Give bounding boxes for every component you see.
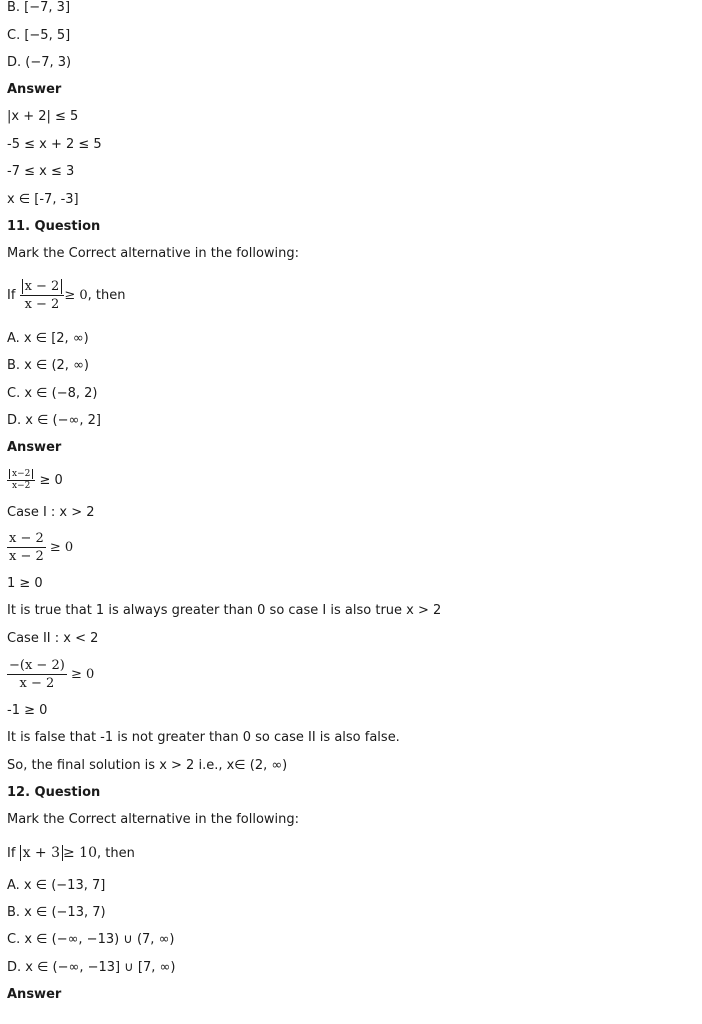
q10-step: -5 ≤ x + 2 ≤ 5 [7, 137, 102, 152]
q11-case1-text: It is true that 1 is always greater than 0 so case I is also true x > 2 [7, 603, 442, 618]
q11-solution-numerator: x−2 [9, 469, 33, 479]
q12-prompt: Mark the Correct alternative in the following: [7, 812, 300, 827]
q12-inequality: ≥ 10 [63, 845, 97, 861]
q12-absolute-expression: x + 3 [20, 845, 63, 861]
q11-option-a: A. x ∈ [2, ∞) [7, 331, 89, 346]
q10-option-c: C. [−5, 5] [7, 28, 71, 43]
q11-case1-numerator: x − 2 [9, 531, 44, 546]
q10-answer-label: Answer [7, 82, 62, 97]
q11-case2-fraction [7, 657, 67, 692]
q11-option-d: D. x ∈ (−∞, 2] [7, 413, 101, 428]
q11-option-b: B. x ∈ (2, ∞) [7, 358, 89, 373]
q11-case1-result: 1 ≥ 0 [7, 576, 43, 591]
q11-case2-denominator: x − 2 [19, 676, 55, 691]
q12-condition [7, 843, 135, 864]
q12-option-d: D. x ∈ (−∞, −13] ∪ [7, ∞) [7, 960, 176, 975]
q12-if-label: If [7, 846, 16, 861]
q11-condition [7, 276, 125, 316]
q11-heading: 11. Question [7, 219, 101, 234]
q11-final-solution: So, the final solution is x > 2 i.e., x∈ (2, ∞) [7, 758, 288, 773]
q11-solution-denominator: x−2 [12, 481, 31, 491]
q11-prompt: Mark the Correct alternative in the following: [7, 246, 300, 261]
q11-case1-denominator: x − 2 [9, 549, 44, 564]
q11-solution-inequality: ≥ 0 [39, 473, 63, 488]
q11-case1-fraction-line [7, 529, 73, 567]
q11-inequality: ≥ 0 [64, 288, 88, 303]
q11-case1-fraction [7, 530, 46, 565]
q11-if-label: If [7, 288, 16, 303]
q11-answer-label: Answer [7, 440, 62, 455]
q11-fraction-numerator: x − 2 [22, 279, 63, 294]
q12-heading: 12. Question [7, 785, 101, 800]
q11-option-c: C. x ∈ (−8, 2) [7, 386, 98, 401]
q10-option-d: D. (−7, 3) [7, 55, 72, 70]
q11-solution-fraction-line [7, 466, 63, 496]
q10-step: |x + 2| ≤ 5 [7, 109, 79, 124]
q12-option-c: C. x ∈ (−∞, −13) ∪ (7, ∞) [7, 932, 175, 947]
q10-step: x ∈ [-7, -3] [7, 192, 79, 207]
q11-fraction [20, 278, 65, 313]
q11-case2-inequality: ≥ 0 [70, 667, 95, 682]
q11-case1-label: Case I : x > 2 [7, 505, 95, 520]
q12-answer-label: Answer [7, 987, 62, 1002]
q12-option-b: B. x ∈ (−13, 7) [7, 905, 106, 920]
q11-case2-label: Case II : x < 2 [7, 631, 99, 646]
q11-case1-inequality: ≥ 0 [49, 540, 74, 555]
q12-option-a: A. x ∈ (−13, 7] [7, 878, 106, 893]
q11-solution-fraction [7, 469, 35, 492]
q11-fraction-denominator: x − 2 [24, 297, 60, 312]
q11-case2-result: -1 ≥ 0 [7, 703, 48, 718]
q11-case2-numerator: −(x − 2) [9, 658, 65, 673]
q10-option-b: B. [−7, 3] [7, 0, 71, 15]
q11-case2-fraction-line [7, 655, 94, 695]
q10-step: -7 ≤ x ≤ 3 [7, 164, 75, 179]
q11-then-label: , then [87, 288, 126, 303]
q12-then-label: , then [97, 846, 135, 861]
q11-case2-text: It is false that -1 is not greater than 0 so case II is also false. [7, 730, 400, 745]
